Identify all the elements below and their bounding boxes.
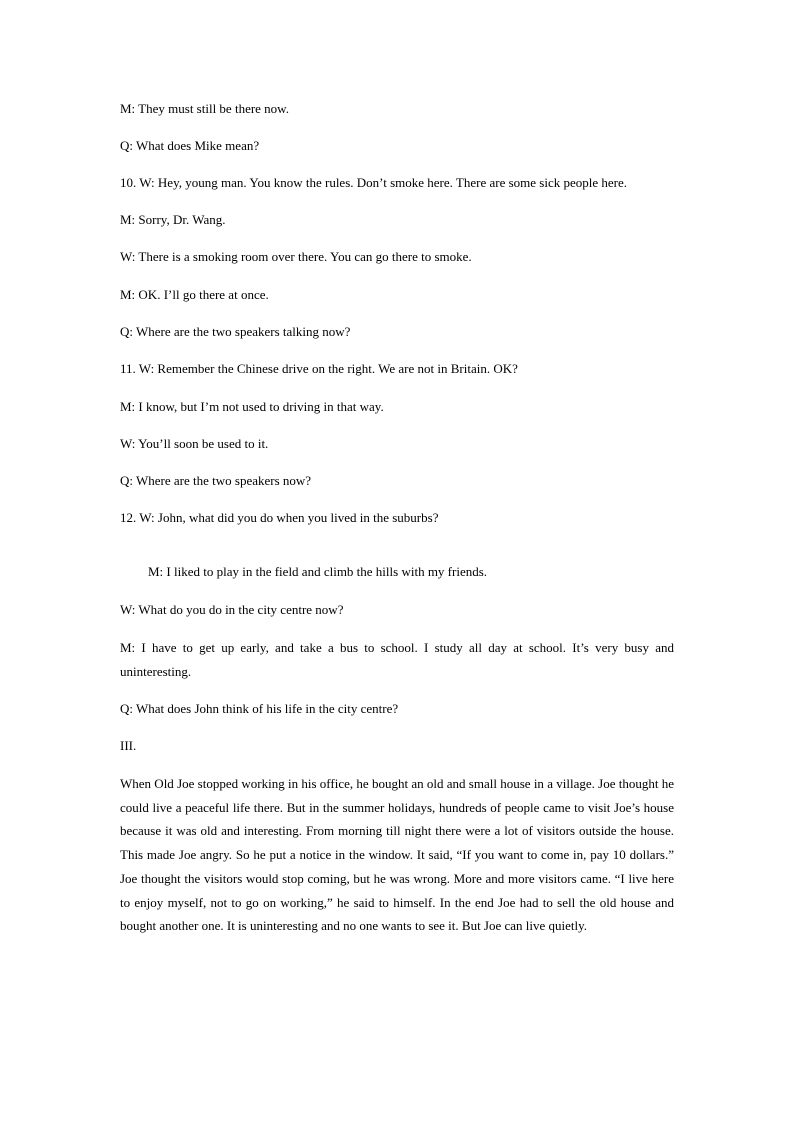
dialogue-line: 11. W: Remember the Chinese drive on the right. We are not in Britain. OK? [120, 361, 518, 376]
question-line: Q: What does John think of his life in the city centre? [120, 701, 399, 716]
question-line: Q: Where are the two speakers talking now? [120, 324, 351, 339]
dialogue-line: 12. W: John, what did you do when you lived in the suburbs? [120, 510, 439, 525]
dialogue-line: 10. W: Hey, young man. You know the rules. Don’t smoke here. There are some sick people here. [120, 175, 628, 190]
dialogue-line: M: I know, but I’m not used to driving in that way. [120, 399, 384, 414]
dialogue-line: M: I have to get up early, and take a bus to school. I study all day at school. It’s very busy and uninteresting. [120, 640, 674, 679]
section-heading: III. [120, 738, 137, 753]
dialogue-line: M: They must still be there now. [120, 101, 289, 116]
question-line: Q: What does Mike mean? [120, 138, 260, 153]
dialogue-line: W: You’ll soon be used to it. [120, 436, 269, 451]
dialogue-line: M: I liked to play in the field and climb the hills with my friends. [148, 564, 488, 579]
dialogue-line: M: OK. I’ll go there at once. [120, 287, 269, 302]
question-line: Q: Where are the two speakers now? [120, 473, 312, 488]
reading-passage: When Old Joe stopped working in his office, he bought an old and small house in a village. Joe thought he could live a peaceful life there. But in the summer holidays, hundreds of people came to visit Joe’s house because it was old and interesting. From morning till night there were a lot of visitors outside the house. This made Joe angry. So he put a notice in the window. It said, “If you want to come in, pay 10 dollars.” Joe thought the visitors would stop coming, but he was wrong. More and more visitors came. “I live here to enjoy myself, not to go on working,” he said to himself. In the end Joe had to sell the old house and bought another one. It is uninteresting and no one wants to see it. But Joe can live quietly. [120, 776, 674, 934]
dialogue-line: M: Sorry, Dr. Wang. [120, 212, 226, 227]
dialogue-line: W: What do you do in the city centre now? [120, 602, 344, 617]
dialogue-line: W: There is a smoking room over there. You can go there to smoke. [120, 249, 472, 264]
